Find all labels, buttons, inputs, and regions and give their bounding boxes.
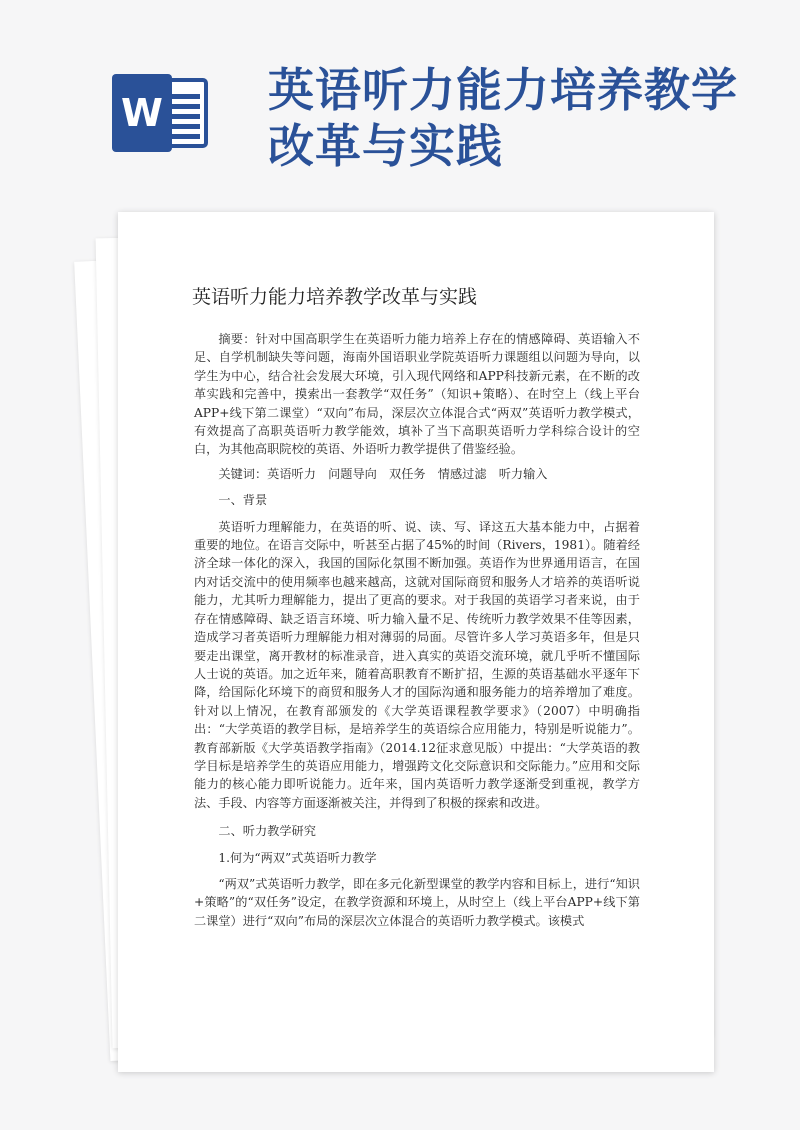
document-title: 英语听力能力培养教学改革与实践 bbox=[192, 286, 478, 308]
document-page bbox=[118, 212, 714, 1072]
document-body bbox=[194, 330, 640, 930]
word-document-icon bbox=[108, 70, 218, 156]
header-title: 英语听力能力培养教学改革与实践 bbox=[268, 63, 738, 173]
subsection-heading: 1.何为“两双”式英语听力教学 bbox=[218, 850, 377, 865]
subsection-paragraph: “两双”式英语听力教学，即在多元化新型课堂的教学内容和目标上，进行“知识+策略”的“双任务”设定，在教学资源和环境上，从时空上（线上平台APP+线下第二课堂）进行“双向”布局的深层次立体混合的英语听力教学模式。该模式 bbox=[194, 876, 640, 928]
abstract-paragraph: 摘要：针对中国高职学生在英语听力能力培养上存在的情感障碍、英语输入不足、自学机制缺失等问题，海南外国语职业学院英语听力课题组以问题为导向，以学生为中心，结合社会发展大环境，引入现代网络和APP科技新元素，在不断的改革实践和完善中，摸索出一套教学“双任务”（知识+策略）、在时空上（线上平台APP+线下第二课堂）“双向”布局，深层次立体混合式“两双”英语听力教学模式，有效提高了高职英语听力教学能效，填补了当下高职英语听力学科综合设计的空白，为其他高职院校的英语、外语听力教学提供了借鉴经验。 bbox=[194, 332, 640, 457]
svg-text:W: W bbox=[121, 91, 163, 135]
keywords-line: 关键词：英语听力 问题导向 双任务 情感过滤 听力输入 bbox=[218, 466, 548, 481]
background-paragraph: 英语听力理解能力，在英语的听、说、读、写、译这五大基本能力中，占据着重要的地位。在语言交际中，听甚至占据了45%的时间（Rivers，1981）。随着经济全球一体化的深入，我国的国际化氛围不断加强。英语作为世界通用语言，在国内对话交流中的使用频率也越来越高，这就对国际商贸和服务人才培养的英语听说能力，尤其听力理解能力，提出了更高的要求。对于我国的英语学习者来说，由于存在情感障碍、缺乏语言环境、听力输入量不足、传统听力教学效果不佳等因素，造成学习者英语听力理解能力相对薄弱的局面。尽管许多人学习英语多年，但是只要走出课堂，离开教材的标准录音，进入真实的英语交流环境，就几乎听不懂国际人士说的英语。加之近年来，随着高职教育不断扩招，生源的英语基础水平逐年下降，给国际化环境下的商贸和服务人才的国际沟通和服务能力的培养增加了难度。针对以上情况，在教育部颁发的《大学英语课程教学要求》（2007）中明确指出：“大学英语的教学目标，是培养学生的英语综合应用能力，特别是听说能力”。教育部新版《大学英语教学指南》（2014.12征求意见版）中提出：“大学英语的教学目标是培养学生的英语应用能力，增强跨文化交际意识和交际能力。”应用和交际能力的核心能力即听说能力。近年来，国内英语听力教学逐渐受到重视，教学方法、手段、内容等方面逐渐被关注，并得到了积极的探索和改进。 bbox=[194, 519, 640, 810]
section-heading-background: 一、背景 bbox=[218, 493, 268, 508]
section-heading-listening-research: 二、听力教学研究 bbox=[218, 824, 316, 839]
